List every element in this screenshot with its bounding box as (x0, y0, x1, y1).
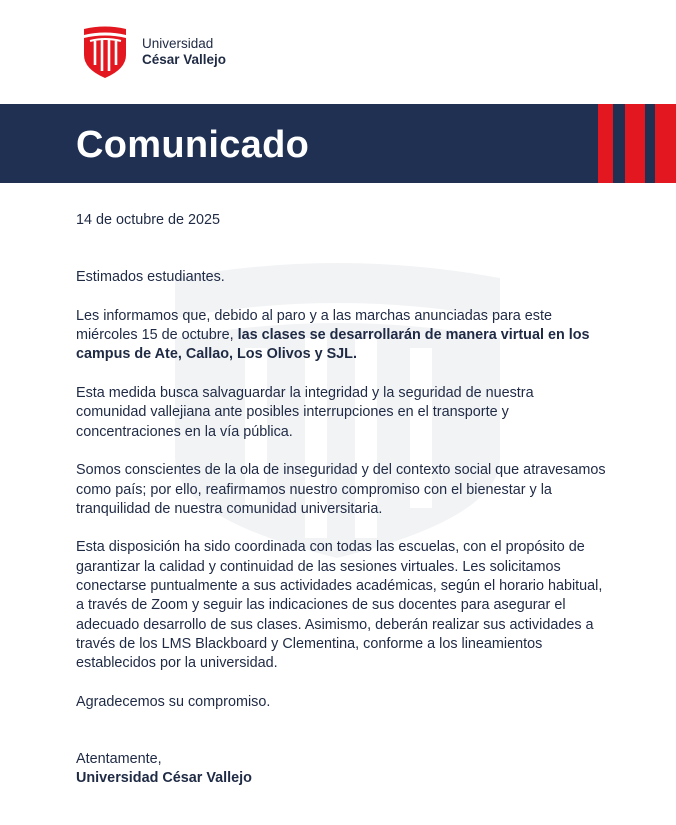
red-stripe (598, 104, 613, 183)
letter-signature: Universidad César Vallejo (76, 770, 252, 787)
page-title: Comunicado (76, 124, 310, 166)
paragraph-context: Somos conscientes de la ola de inseguridad y del contexto social que atravesamos como país; por ello, reafirmamos nuestro compromiso con el bienestar y la tranquilidad de nuestra comunidad universitaria. (76, 462, 606, 517)
logo-line-2: César Vallejo (142, 52, 227, 67)
announcement-highlight: las clases se desarrollarán de manera virtual en los campus de Ate, Callao, Los Olivos y SJL. (76, 327, 590, 363)
paragraph-announcement (76, 307, 606, 365)
ucv-shield-icon (82, 25, 128, 79)
title-banner (0, 104, 676, 183)
university-logo (82, 25, 226, 79)
letter-body (76, 211, 606, 789)
logo-line-1: Universidad (142, 36, 214, 51)
paragraph-purpose: Esta medida busca salvaguardar la integridad y la seguridad de nuestra comunidad vallejiana ante posibles interrupciones en el transporte y concentraciones en la vía pública. (76, 385, 534, 440)
letter-date: 14 de octubre de 2025 (76, 212, 221, 228)
red-stripe (655, 104, 676, 183)
logo-wordmark (142, 36, 226, 68)
announcement-text: Les informamos que, debido al paro y a las marchas anunciadas para este miércoles 15 de octubre, (76, 307, 552, 344)
letter-thanks: Agradecemos su compromiso. (76, 693, 271, 710)
red-stripe (625, 104, 645, 183)
paragraph-instructions: Esta disposición ha sido coordinada con todas las escuelas, con el propósito de garantizar la calidad y continuidad de las sesiones virtuales. Les solicitamos conectarse puntualmente a sus actividades académicas, según el horario habitual, a través de Zoom y seguir las indicaciones de sus docentes para asegurar el adecuado desarrollo de sus clases. Asimismo, deberán realizar sus actividades a través de los LMS Blackboard y Clementina, conforme a los lineamientos establecidos por la universidad. (76, 539, 603, 672)
letter-greeting: Estimados estudiantes. (76, 269, 225, 286)
letter-closing: Atentamente, (76, 751, 162, 768)
